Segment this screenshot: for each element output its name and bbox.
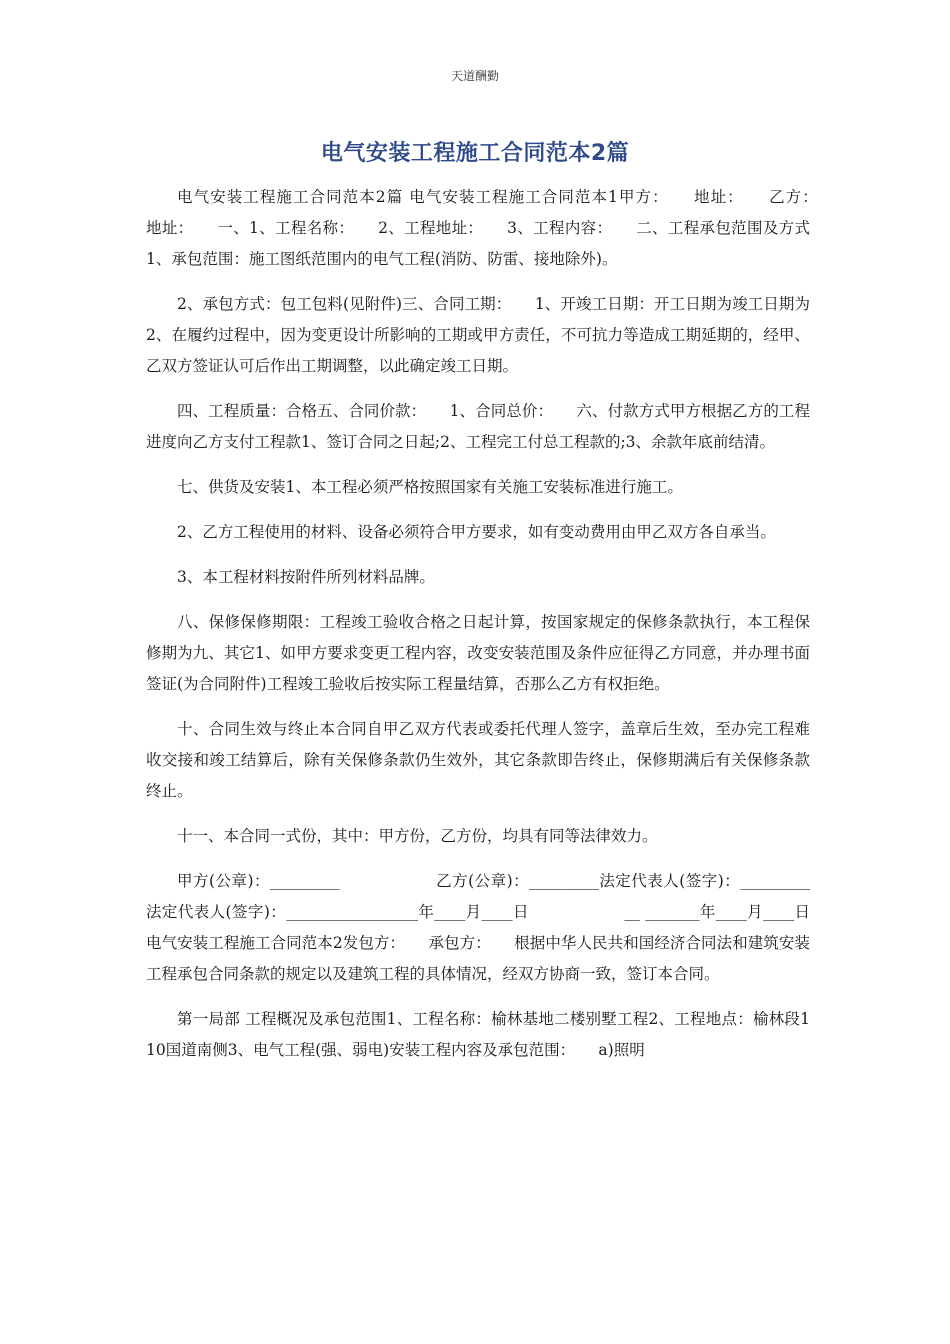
document-body — [146, 182, 873, 1080]
paragraph: 八、保修保修期限：工程竣工验收合格之日起计算，按国家规定的保修条款执行，本工程保修期为九、其它1、如甲方要求变更工程内容，改变安装范围及条件应征得乙方同意，并办理书面签证(为合同附件)工程竣工验收后按实际工程量结算，否那么乙方有权拒绝。 — [146, 613, 810, 693]
paragraph: 电气安装工程施工合同范本2篇 电气安装工程施工合同范本1甲方： 地址： 乙方： 地址： 一、1、工程名称： 2、工程地址： 3、工程内容： 二、工程承包范围及方式1、承包范围：施工图纸范围内的电气工程(消防、防雷、接地除外)。 — [146, 188, 842, 268]
paragraph: 甲方(公章)：_________ 乙方(公章)：_________法定代表人(签字)：_________ 法定代表人(签字)：_________________年____月____日 __ _______年____月____日电气安装工程施工合同范本2发包方： 承包方： 根据中华人民共和国经济合同法和建筑安装工程承包合同条款的规定以及建筑工程的具体情况，经双方协商一致，签订本合同。 — [146, 872, 873, 983]
document-title: 电气安装工程施工合同范本2篇 — [320, 141, 630, 166]
page-header: 天道酬勤 — [450, 69, 499, 83]
paragraph: 十一、本合同一式份，其中：甲方份，乙方份，均具有同等法律效力。 — [177, 827, 658, 845]
paragraph: 3、本工程材料按附件所列材料品牌。 — [177, 568, 435, 586]
paragraph: 2、乙方工程使用的材料、设备必须符合甲方要求，如有变动费用由甲乙双方各自承当。 — [177, 523, 776, 541]
paragraph: 十、合同生效与终止本合同自甲乙双方代表或委托代理人签字，盖章后生效，至办完工程难收交接和竣工结算后，除有关保修条款仍生效外，其它条款即告终止，保修期满后有关保修条款终止。 — [146, 720, 810, 800]
paragraph: 四、工程质量：合格五、合同价款： 1、合同总价： 六、付款方式甲方根据乙方的工程进度向乙方支付工程款1、签订合同之日起;2、工程完工付总工程款的;3、余款年底前结清。 — [146, 402, 810, 451]
paragraph: 七、供货及安装1、本工程必须严格按照国家有关施工安装标准进行施工。 — [177, 478, 683, 496]
paragraph: 2、承包方式：包工包料(见附件)三、合同工期： 1、开竣工日期：开工日期为竣工日期为2、在履约过程中，因为变更设计所影响的工期或甲方责任，不可抗力等造成工期延期的，经甲、乙双方签证认可后作出工期调整，以此确定竣工日期。 — [146, 295, 810, 375]
paragraph: 第一局部 工程概况及承包范围1、工程名称：榆林基地二楼别墅工程2、工程地点：榆林段110国道南侧3、电气工程(强、弱电)安装工程内容及承包范围： a)照明 — [146, 1010, 810, 1059]
